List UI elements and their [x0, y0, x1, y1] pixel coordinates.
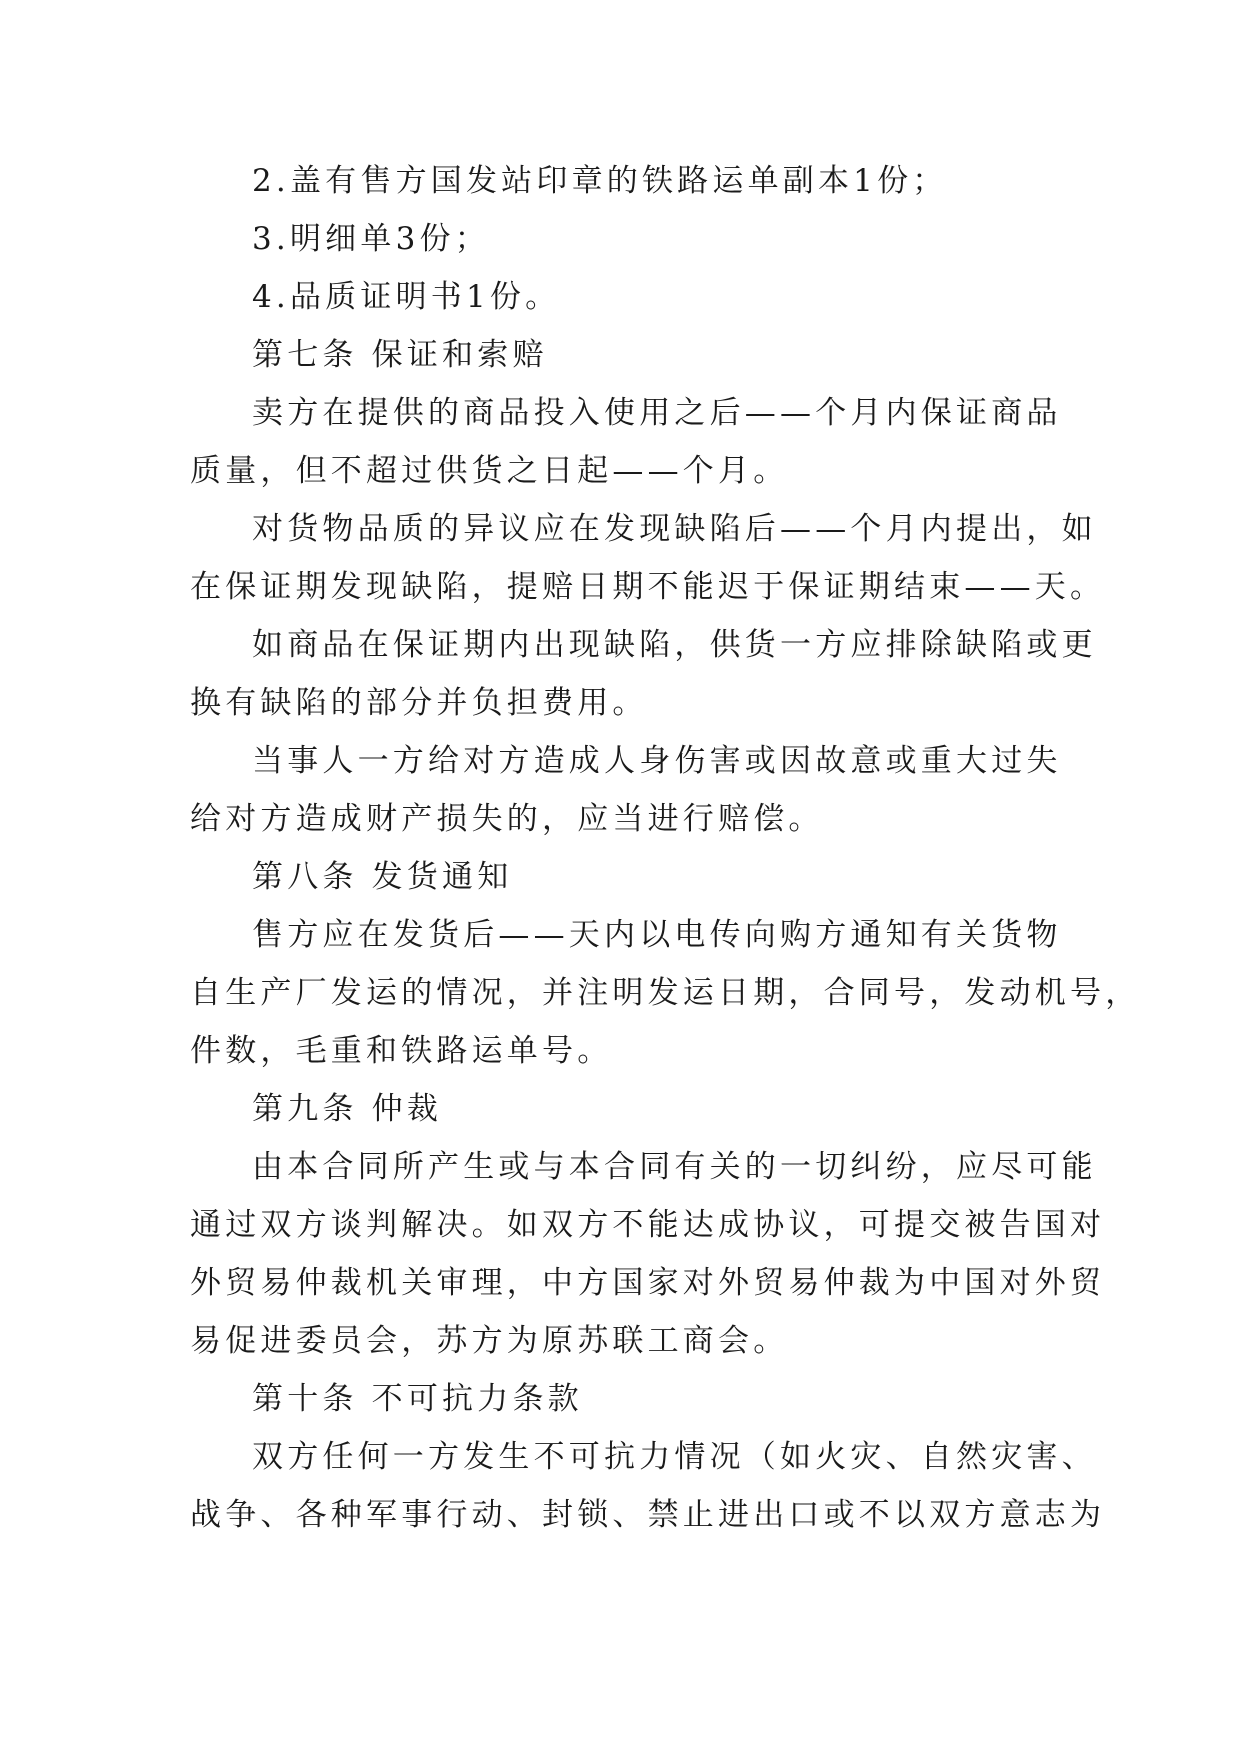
section-heading: 第七条 保证和索赔	[252, 337, 548, 373]
section-heading: 第九条 仲裁	[252, 1091, 443, 1127]
text-line: 4.品质证明书1份。	[252, 279, 561, 315]
text-line: 给对方造成财产损失的，应当进行赔偿。	[190, 801, 824, 837]
text-line: 售方应在发货后——天内以电传向购方通知有关货物	[252, 917, 1062, 953]
text-line: 3.明细单3份；	[252, 221, 490, 257]
section-heading: 第十条 不可抗力条款	[252, 1381, 583, 1417]
section-heading: 第八条 发货通知	[252, 859, 513, 895]
text-line: 易促进委员会，苏方为原苏联工商会。	[190, 1323, 789, 1359]
text-line: 换有缺陷的部分并负担费用。	[190, 685, 648, 721]
text-line: 由本合同所产生或与本合同有关的一切纠纷，应尽可能	[252, 1149, 1097, 1185]
text-line: 外贸易仲裁机关审理，中方国家对外贸易仲裁为中国对外贸	[190, 1265, 1106, 1301]
text-line: 2.盖有售方国发站印章的铁路运单副本1份；	[252, 163, 948, 199]
text-line: 当事人一方给对方造成人身伤害或因故意或重大过失	[252, 743, 1062, 779]
text-line: 在保证期发现缺陷，提赔日期不能迟于保证期结束——天。	[190, 569, 1106, 605]
document-page	[190, 152, 1141, 1544]
text-line: 通过双方谈判解决。如双方不能达成协议，可提交被告国对	[190, 1207, 1106, 1243]
text-line: 双方任何一方发生不可抗力情况（如火灾、自然灾害、	[252, 1439, 1097, 1475]
text-line: 件数，毛重和铁路运单号。	[190, 1033, 613, 1069]
text-line: 质量，但不超过供货之日起——个月。	[190, 453, 789, 489]
text-line: 对货物品质的异议应在发现缺陷后——个月内提出，如	[252, 511, 1097, 547]
text-line: 自生产厂发运的情况，并注明发运日期，合同号，发动机号，	[190, 975, 1141, 1011]
text-line: 卖方在提供的商品投入使用之后——个月内保证商品	[252, 395, 1062, 431]
text-line: 如商品在保证期内出现缺陷，供货一方应排除缺陷或更	[252, 627, 1097, 663]
text-line: 战争、各种军事行动、封锁、禁止进出口或不以双方意志为	[190, 1497, 1106, 1533]
